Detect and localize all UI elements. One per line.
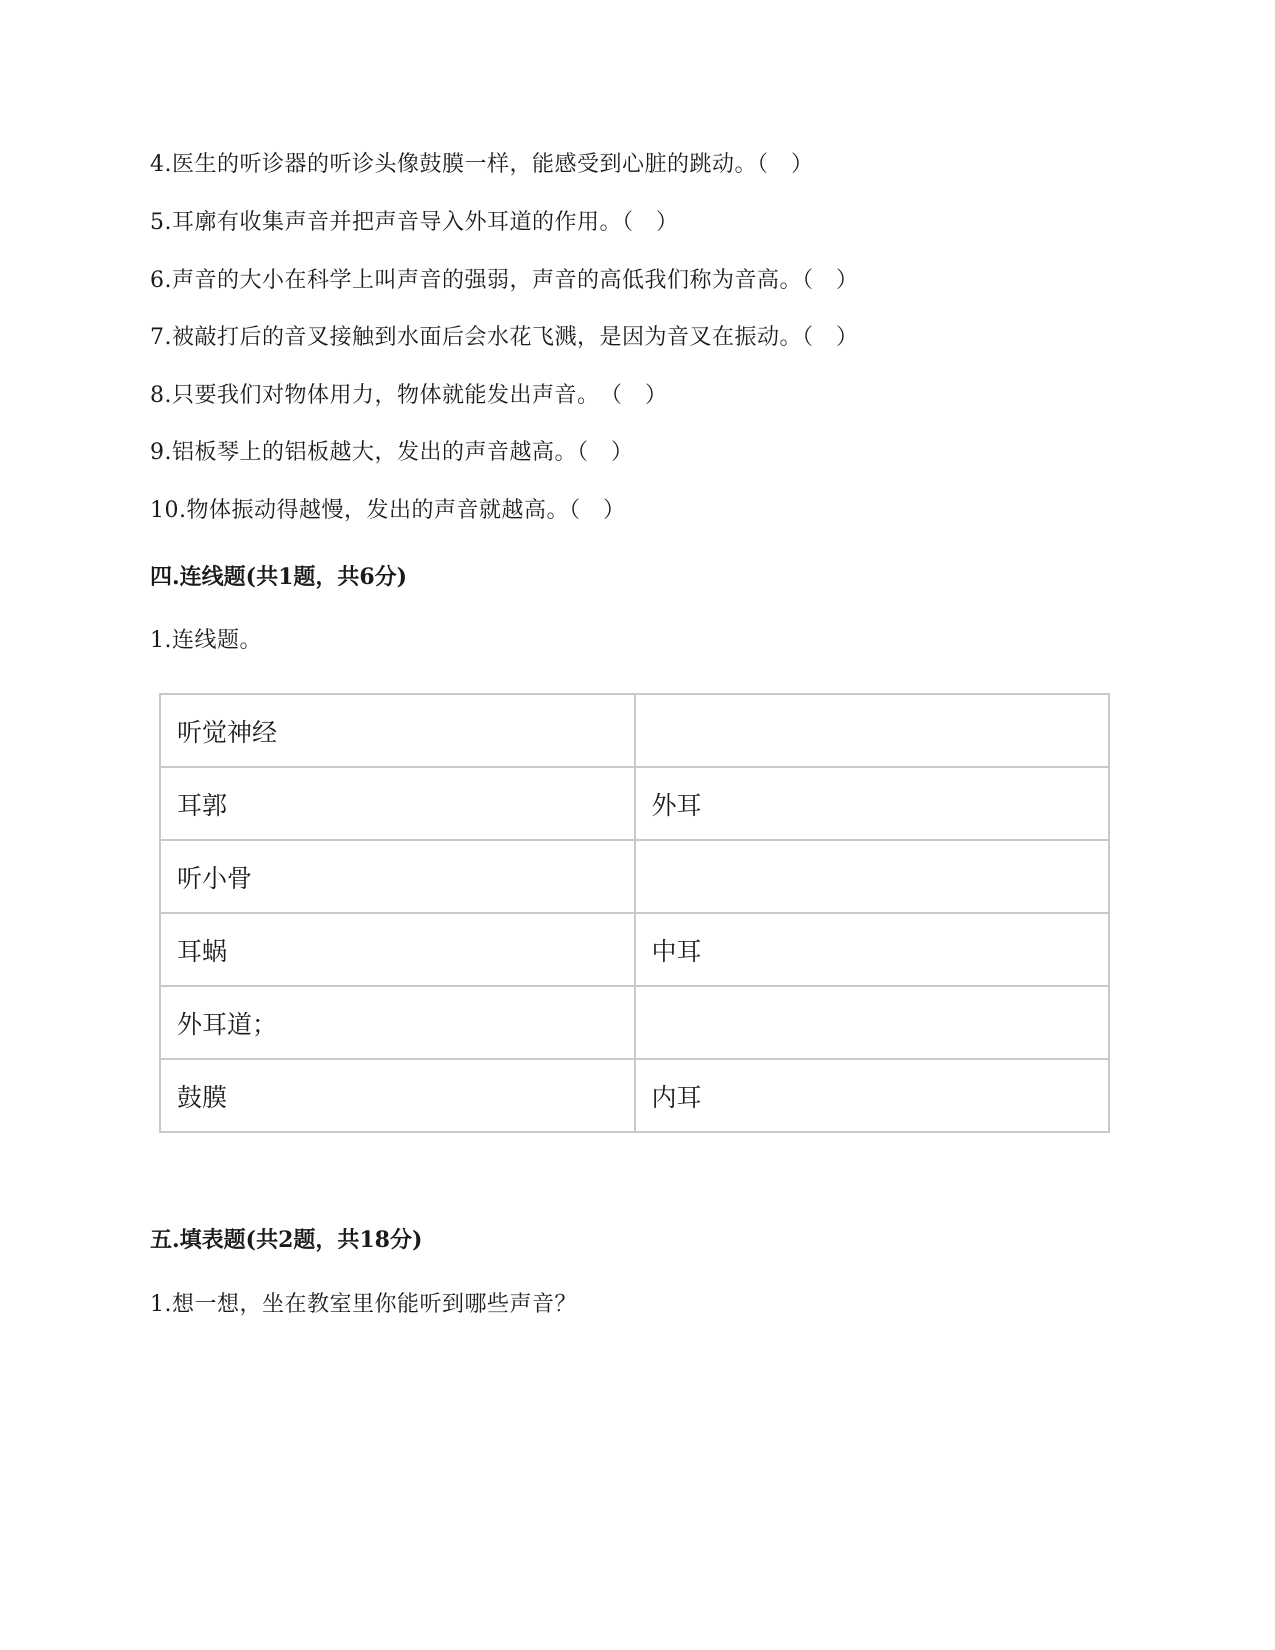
table-cell-right [635,840,1110,913]
table-cell-right: 中耳 [635,913,1110,986]
table-row [160,840,1109,913]
table-cell-left: 听觉神经 [160,694,635,767]
table-row [160,913,1109,986]
table-cell-left: 外耳道； [160,986,635,1059]
table-cell-left: 鼓膜 [160,1059,635,1132]
section5-heading: 五.填表题(共2题，共18分) [150,1227,423,1253]
judgment-item-7: 7.被敲打后的音叉接触到水面后会水花飞溅，是因为音叉在振动。（ ） [150,325,859,350]
judgment-item-9: 9.铝板琴上的铝板越大，发出的声音越高。（ ） [150,440,634,465]
section4-question: 1.连线题。 [150,628,262,653]
table-row [160,767,1109,840]
judgment-item-8: 8.只要我们对物体用力，物体就能发出声音。 （ ） [150,383,668,408]
judgment-item-10: 10.物体振动得越慢，发出的声音就越高。（ ） [150,498,626,523]
judgment-item-4: 4.医生的听诊器的听诊头像鼓膜一样，能感受到心脏的跳动。（ ） [150,152,814,177]
table-cell-left: 耳蜗 [160,913,635,986]
section5-question: 1.想一想，坐在教室里你能听到哪些声音？ [150,1292,577,1317]
table-row [160,1059,1109,1132]
table-cell-left: 听小骨 [160,840,635,913]
section4-heading: 四.连线题(共1题，共6分) [150,564,408,590]
table-cell-left: 耳郭 [160,767,635,840]
judgment-item-5: 5.耳廓有收集声音并把声音导入外耳道的作用。（ ） [150,210,679,235]
table-cell-right [635,694,1110,767]
table-cell-right [635,986,1110,1059]
table-cell-right: 外耳 [635,767,1110,840]
matching-table [159,693,1110,1133]
judgment-item-6: 6.声音的大小在科学上叫声音的强弱，声音的高低我们称为音高。（ ） [150,268,859,293]
table-row [160,694,1109,767]
table-cell-right: 内耳 [635,1059,1110,1132]
table-row [160,986,1109,1059]
